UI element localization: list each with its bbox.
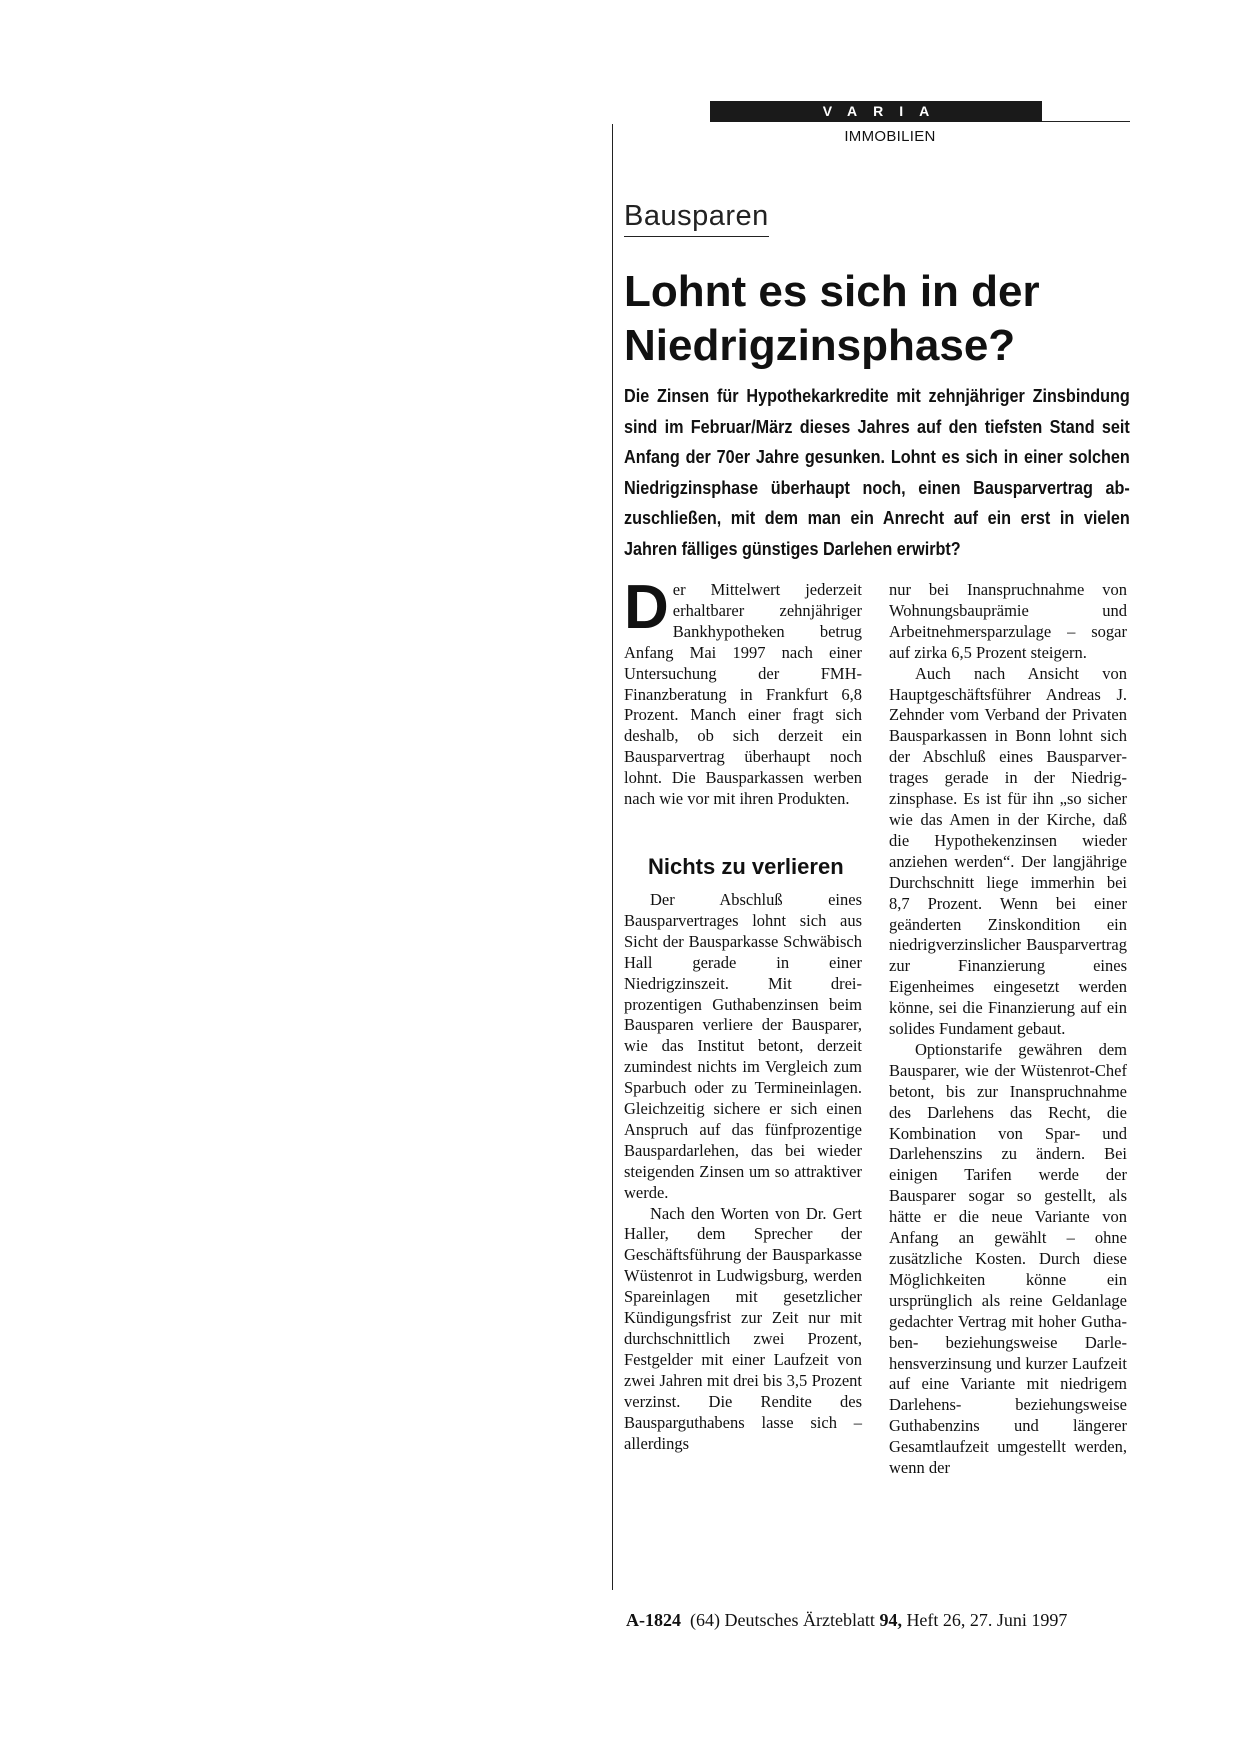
body-paragraph: Auch nach Ansicht von Hauptgeschäftsführer Andreas J. Zehnder vom Verband der Privaten Bausparkassen in Bonn lohnt sich der Abschluß eines Bausparvertrages gerade in der Niedrigzinsphase. Es ist für ihn „so sicher wie das Amen in der Kirche, daß die Hypothekenzinsen wieder anziehen werden“. Der langjährige Durchschnitt liege immerhin bei 8,7 Prozent. Wenn bei einer geänderten Zinskondition ein niedrigverzinslicher Bausparvertrag zur Finanzierung eines Eigenheimes eingesetzt werden könne, sei die Finanzierung auf ein solides Fundament gebaut. bbox=[889, 663, 1127, 1039]
body-paragraph: nur bei Inanspruchnahme von Wohnungsbauprämie und Arbeitnehmersparzulage – sogar auf zirka 6,5 Prozent steigern. bbox=[889, 580, 1127, 662]
article-column-right bbox=[889, 580, 1127, 1479]
body-paragraph: Nach den Worten von Dr. Gert Haller, dem Sprecher der Geschäftsführung der Bausparkasse Wüstenrot in Ludwigsburg, werden Spareinlagen mit gesetzlicher Kündigungsfrist zur Zeit nur mit durchschnittlich zwei Prozent, Festgelder mit einer Laufzeit von zwei Jahren mit drei bis 3,5 Prozent verzinst. Die Rendite des Bausparguthabens lasse sich – allerdings bbox=[624, 1203, 862, 1453]
footer-volume: 94, bbox=[879, 1610, 902, 1630]
intro-paragraph bbox=[624, 573, 862, 810]
body-paragraph: Der Abschluß eines Bausparvertrages lohnt sich aus Sicht der Bausparkasse Schwäbisch Hall gerade in einer Niedrigzinszeit. Mit dreiprozentigen Guthabenzinsen beim Bausparen verliere der Bausparer, wie das Institut betont, derzeit zumindest nichts im Vergleich zum Sparbuch oder zu Termineinlagen. Gleichzeitig sichere er sich einen Anspruch auf das fünfprozentige Bauspardarlehen, das bei wieder steigenden Zinsen um so attraktiver werde. bbox=[624, 889, 862, 1202]
body-paragraph: Optionstarife gewähren dem Bausparer, wie der Wüstenrot-Chef betont, bis zur Inanspruchnahme des Darlehens das Recht, die Kombination von Spar- und Darlehenszins zu ändern. Bei einigen Tarifen werde der Bausparer sogar so gestellt, als hätte er die neue Variante von Anfang an gewählt – ohne zusätzliche Kosten. Durch diese Möglichkeiten könne ein ursprünglich als reine Geldanlage gedachter Vertrag mit hoher Guthaben- beziehungsweise Darlehensverzinsung und kurzer Laufzeit auf eine Variante mit niedrigem Darlehens- beziehungsweise Guthabenzins und längerer Gesamtlaufzeit umgestellt werden, wenn der bbox=[889, 1039, 1127, 1478]
article-kicker: Bausparen bbox=[624, 200, 769, 237]
subsection-label: IMMOBILIEN bbox=[844, 128, 936, 145]
page-footer bbox=[626, 1610, 1067, 1631]
page-number: A-1824 bbox=[626, 1610, 681, 1630]
footer-publication: (64) Deutsches Ärzteblatt bbox=[690, 1610, 875, 1630]
article-column-left bbox=[624, 573, 862, 1454]
footer-issue: Heft 26, 27. Juni 1997 bbox=[906, 1610, 1068, 1630]
intro-text: er Mittelwert jederzeit erhaltbarer zehnjähriger Bankhypotheken betrug Anfang Mai 1997 nach einer Untersuchung der FMH-Finanzberatung in Frankfurt 6,8 Prozent. Manch einer fragt sich deshalb, ob sich derzeit ein Bausparvertrag überhaupt noch lohnt. Die Bausparkassen werben nach wie vor mit ihren Produkten. bbox=[624, 580, 862, 809]
drop-cap: D bbox=[624, 573, 669, 642]
section-rule bbox=[1042, 121, 1130, 122]
section-bar: VARIA bbox=[710, 101, 1042, 122]
article-lead: Die Zinsen für Hypothekarkredite mit zehnjähriger Zinsbindung sind im Februar/März dieses Jahres auf den tiefsten Stand seit Anfang der 70er Jahre gesunken. Lohnt es sich in einer solchen Niedrigzinsphase überhaupt noch, einen Bausparvertrag abzuschließen, mit dem man ein Anrecht auf ein erst in vielen Jahren fälliges günstiges Darlehen erwirbt? bbox=[624, 386, 1130, 559]
column-divider bbox=[612, 124, 613, 1590]
article-headline: Lohnt es sich in der Niedrigzinsphase? bbox=[624, 267, 1040, 370]
article-subhead: Nichts zu verlieren bbox=[648, 853, 844, 879]
